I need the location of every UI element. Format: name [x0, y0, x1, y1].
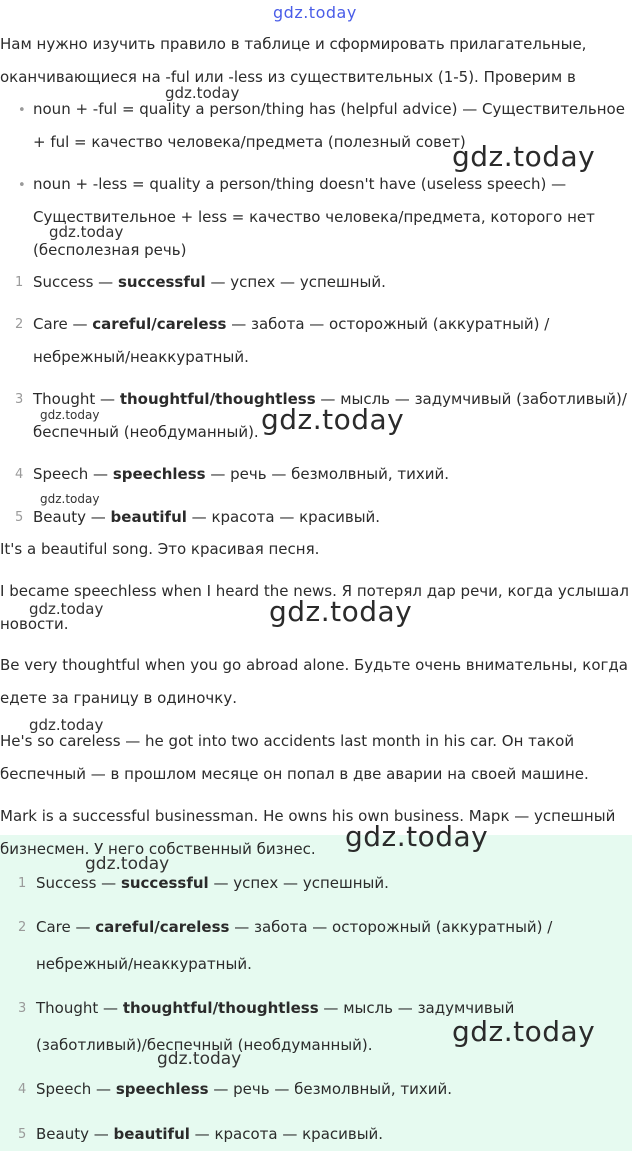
item-number: 4 [18, 1082, 27, 1097]
bullet-dot: • [18, 103, 26, 118]
watermark: gdz.today [40, 492, 100, 506]
example-sentence-cont: новости. [0, 615, 69, 633]
watermark: gdz.today [452, 140, 596, 173]
watermark: gdz.today [49, 223, 124, 241]
list-item: Beauty — beautiful — красота — красивый. [33, 508, 381, 526]
watermark: gdz.today [269, 595, 413, 628]
bullet-dot: • [18, 178, 26, 193]
example-sentence: He's so careless — he got into two accidents last month in his car. Он такой [0, 732, 575, 750]
list-item: Success — successful — успех — успешный. [36, 874, 389, 892]
watermark: gdz.today [40, 408, 100, 422]
list-item: Beauty — beautiful — красота — красивый. [36, 1125, 384, 1143]
example-sentence-cont: бизнесмен. У него собственный бизнес. [0, 840, 316, 858]
rule-ful-line-1: noun + -ful = quality a person/thing has (helpful advice) — Существительное [33, 100, 625, 118]
watermark: gdz.today [165, 84, 240, 102]
watermark: gdz.today [157, 1049, 242, 1069]
list-item-cont: небрежный/неаккуратный. [33, 348, 249, 366]
intro-line-1: Нам нужно изучить правило в таблице и сформировать прилагательные, [0, 35, 587, 53]
list-item: Success — successful — успех — успешный. [33, 273, 386, 291]
watermark: gdz.today [452, 1015, 596, 1048]
item-number: 5 [18, 1127, 27, 1142]
list-item: Care — careful/careless — забота — осторожный (аккуратный) / [33, 315, 550, 333]
watermark-top: gdz.today [273, 3, 357, 22]
item-number: 2 [18, 920, 27, 935]
watermark: gdz.today [261, 403, 405, 436]
item-number: 1 [18, 876, 27, 891]
example-sentence: I became speechless when I heard the news. Я потерял дар речи, когда услышал [0, 582, 629, 600]
watermark: gdz.today [85, 854, 170, 874]
item-number: 5 [15, 510, 24, 525]
item-number: 3 [15, 392, 24, 407]
example-sentence: It's a beautiful song. Это красивая песня. [0, 540, 320, 558]
watermark: gdz.today [345, 820, 489, 853]
list-item: Care — careful/careless — забота — осторожный (аккуратный) / [36, 918, 553, 936]
list-item-cont: небрежный/неаккуратный. [36, 955, 252, 973]
rule-ful-line-2: + ful = качество человека/предмета (полезный совет) [33, 133, 466, 151]
list-item-cont: беспечный (необдуманный). [33, 423, 259, 441]
example-sentence-cont: едете за границу в одиночку. [0, 689, 237, 707]
watermark: gdz.today [29, 600, 104, 618]
list-item: Speech — speechless — речь — безмолвный, тихий. [33, 465, 450, 483]
rule-less-line-2: Существительное + less = качество человека/предмета, которого нет [33, 208, 595, 226]
rule-less-line-1: noun + -less = quality a person/thing doesn't have (useless speech) — [33, 175, 567, 193]
item-number: 1 [15, 275, 24, 290]
item-number: 2 [15, 317, 24, 332]
example-sentence: Mark is a successful businessman. He owns his own business. Марк — успешный [0, 807, 616, 825]
example-sentence: Be very thoughtful when you go abroad alone. Будьте очень внимательны, когда [0, 656, 628, 674]
list-item: Speech — speechless — речь — безмолвный, тихий. [36, 1080, 453, 1098]
list-item: Thought — thoughtful/thoughtless — мысль — задумчивый [36, 999, 515, 1017]
example-sentence-cont: беспечный — в прошлом месяце он попал в две аварии на своей машине. [0, 765, 589, 783]
list-item: Thought — thoughtful/thoughtless — мысль — задумчивый (заботливый)/ [33, 390, 627, 408]
rule-less-line-3: (бесполезная речь) [33, 241, 187, 259]
intro-line-2: оканчивающиеся на -ful или -less из существительных (1-5). Проверим в [0, 68, 576, 86]
watermark: gdz.today [29, 716, 104, 734]
list-item-cont: (заботливый)/беспечный (необдуманный). [36, 1036, 373, 1054]
item-number: 4 [15, 467, 24, 482]
item-number: 3 [18, 1001, 27, 1016]
